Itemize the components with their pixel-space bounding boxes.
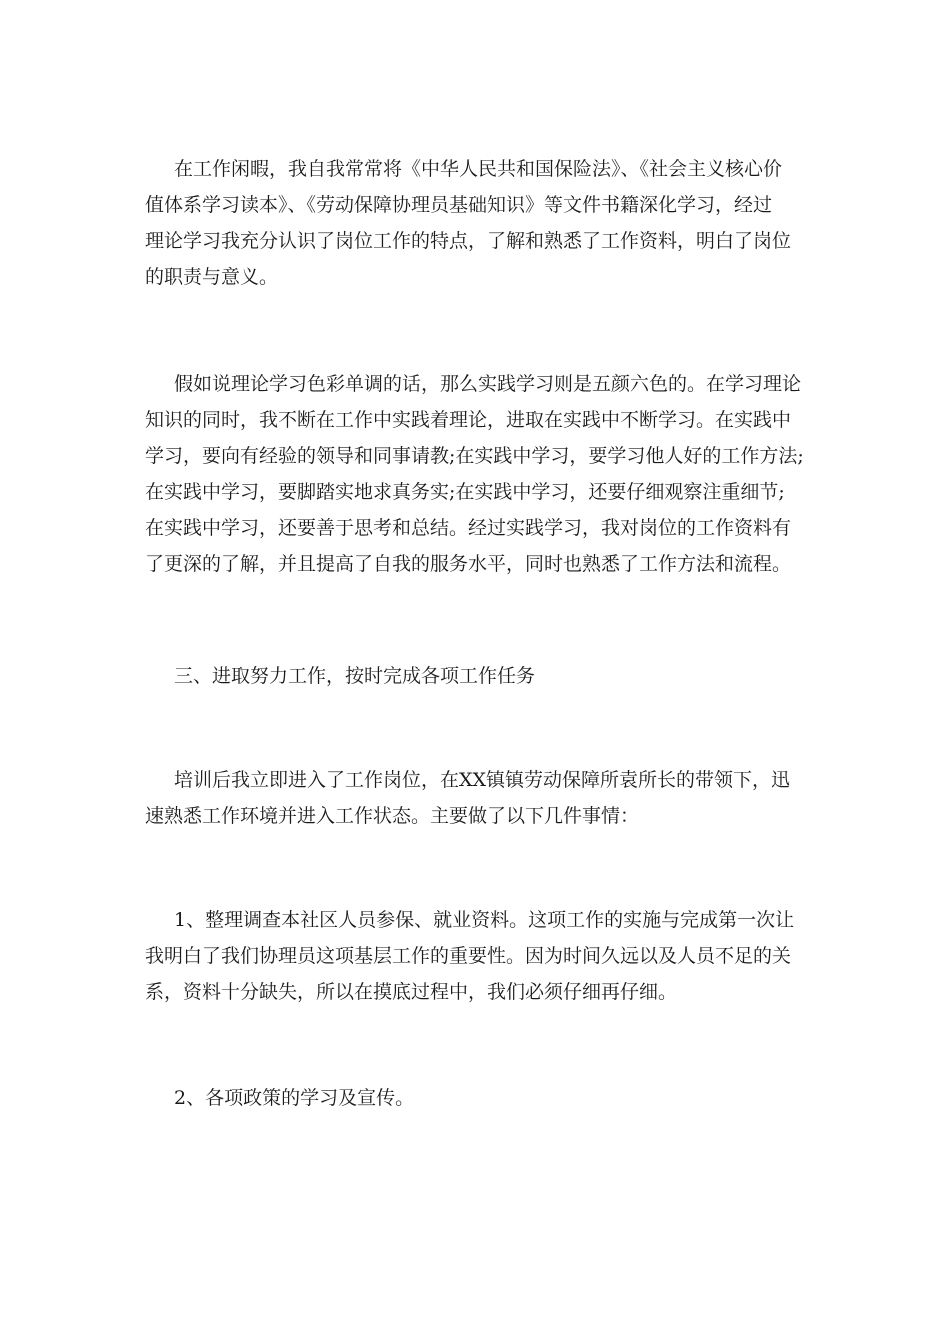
text-line: 假如说理论学习色彩单调的话，那么实践学习则是五颜六色的。在学习理论 (174, 373, 802, 395)
text-line: 我明白了我们协理员这项基层工作的重要性。因为时间久远以及人员不足的关 (145, 945, 792, 967)
text-line: 系，资料十分缺失，所以在摸底过程中，我们必须仔细再仔细。 (145, 981, 678, 1003)
paragraph-theory-study (145, 151, 825, 295)
text-line: 在实践中学习，要脚踏实地求真务实;在实践中学习，还要仔细观察注重细节; (145, 481, 785, 503)
text-line: 值体系学习读本》、《劳动保障协理员基础知识》等文件书籍深化学习，经过 (145, 194, 773, 216)
paragraph-practice-study (145, 366, 825, 582)
text-line: 理论学习我充分认识了岗位工作的特点，了解和熟悉了工作资料，明白了岗位 (145, 230, 792, 252)
text-line: 在实践中学习，还要善于思考和总结。经过实践学习，我对岗位的工作资料有 (145, 517, 792, 539)
section-heading-3 (145, 658, 825, 694)
text-line: 知识的同时，我不断在工作中实践着理论，进取在实践中不断学习。在实践中 (145, 409, 792, 431)
text-line: 速熟悉工作环境并进入工作状态。主要做了以下几件事情： (145, 805, 640, 827)
text-line: 学习，要向有经验的领导和同事请教;在实践中学习，要学习他人好的工作方法; (145, 445, 804, 467)
paragraph-item-2 (145, 1080, 825, 1116)
text-line: 培训后我立即进入了工作岗位，在XX镇镇劳动保障所袁所长的带领下，迅 (174, 769, 791, 791)
text-line: 2、各项政策的学习及宣传。 (174, 1087, 415, 1109)
text-line: 1、整理调查本社区人员参保、就业资料。这项工作的实施与完成第一次让 (174, 909, 795, 931)
paragraph-item-1 (145, 902, 825, 1010)
heading-line: 三、进取努力工作，按时完成各项工作任务 (174, 665, 536, 687)
text-line: 在工作闲暇，我自我常常将《中华人民共和国保险法》、《社会主义核心价 (174, 158, 783, 180)
paragraph-training (145, 762, 825, 834)
text-line: 的职责与意义。 (145, 266, 279, 288)
text-line: 了更深的了解，并且提高了自我的服务水平，同时也熟悉了工作方法和流程。 (145, 553, 792, 575)
